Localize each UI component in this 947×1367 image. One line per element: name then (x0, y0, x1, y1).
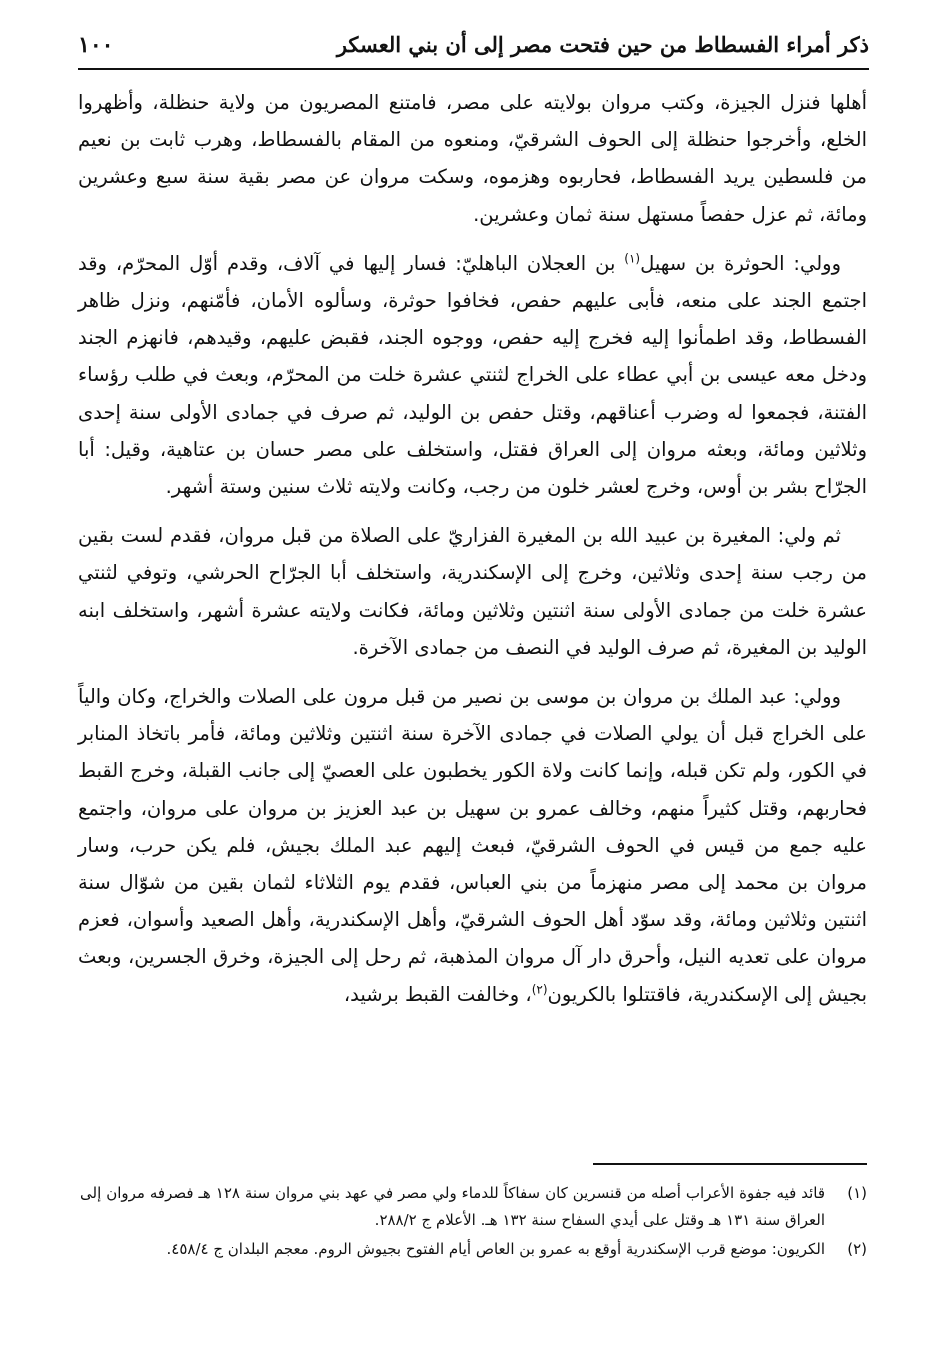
footnote-1-text: قائد فيه جفوة الأعراب أصله من قنسرين كان سفاكاً للدماء ولي مصر في عهد بني مروان سنة ١٢٨ هـ فصرفه مروان إلى العراق سنة ١٣١ هـ وقتل على أيدي السفاح سنة ١٣٢ هـ. الأعلام ج ٢٨٨/٢. (80, 1184, 825, 1229)
footnote-2-number: (٢) (847, 1240, 867, 1258)
paragraph-4-start: وولي: عبد الملك بن مروان بن موسى بن نصير من قبل مرون على الصلات والخراج، وكان والياً على الخراج قبل أن يولي الصلات في جمادى الآخرة سنة اثنتين وثلاثين ومائة، فأمر باتخاذ المنابر في الكور، ولم تكن قبله، وإنما كانت ولاة الكور يخطبون على العصيّ إلى جانب القبلة، وخرج القبط فحاربهم، وقتل كثيراً منهم، وخالف عمرو بن سهيل بن عبد العزيز بن مروان على مروان، واجتمع عليه جمع من قيس في الحوف الشرقيّ، فبعث إليهم عبد الملك بجيش، فلم يكن حرب، وسار مروان بن محمد إلى مصر منهزماً من بني العباس، فقدم يوم الثلاثاء لثمان بقين من شوّال سنة اثنتين وثلاثين ومائة، وقد سوّد أهل الحوف الشرقيّ، وأهل الإسكندرية، وأهل الصعيد وأسوان، فعزم مروان على تعديه النيل، وأحرق دار آل مروان المذهبة، ثم رحل إلى الجيزة، وخرق الجسرين، وبعث بجيش إلى الإسكندرية، فاقتتلوا بالكريون (78, 685, 867, 1006)
paragraph-3-text: ثم ولي: المغيرة بن عبيد الله بن المغيرة الفزاريّ على الصلاة من قبل مروان، فقدم لست بقين من رجب سنة إحدى وثلاثين، وخرج إلى الإسكندرية، واستخلف أبا الجرّاح الحرشي، وتوفي لثنتي عشرة خلت من جمادى الأولى سنة اثنتين وثلاثين ومائة، فكانت ولايته عشرة أشهر، واستخلف ابنه الوليد بن المغيرة، ثم صرف الوليد في النصف من جمادى الآخرة. (78, 524, 867, 659)
footnote-ref-1: (١) (624, 251, 641, 266)
footnotes (80, 1180, 867, 1265)
paragraph-2 (78, 245, 867, 505)
header-rule (78, 68, 869, 70)
paragraph-2-start: وولي: الحوثرة بن سهيل (640, 251, 842, 275)
paragraph-4 (78, 678, 867, 1013)
running-header (78, 26, 869, 70)
paragraph-4-rest: ، وخالفت القبط برشيد، (343, 982, 532, 1006)
main-text (78, 84, 867, 1025)
footnote-1 (80, 1180, 867, 1234)
footnote-rule (593, 1163, 867, 1165)
paragraph-1-text: أهلها فنزل الجيزة، وكتب مروان بولايته على مصر، فامتنع المصريون من ولاية حنظلة، وأظهروا الخلع، وأخرجوا حنظلة إلى الحوف الشرقيّ، ومنعوه من المقام بالفسطاط، وهرب ثابت بن نعيم من فلسطين يريد الفسطاط، فحاربوه وهزموه، وسكت مروان عن مصر بقية سنة سبع وعشرين ومائة، ثم عزل حفصاً مستهل سنة ثمان وعشرين. (78, 91, 867, 226)
footnote-ref-2: (٢) (531, 982, 548, 997)
paragraph-1 (78, 84, 867, 233)
paragraph-2-rest: بن العجلان الباهليّ: فسار إليها في آلاف، وقدم أوّل المحرّم، وقد اجتمع الجند على منعه، فأبى عليهم حفص، فخافوا حوثرة، وسألوه الأمان، فأمّنهم، ونزل ظاهر الفسطاط، وقد اطمأنوا إليه فخرج إليه حفص، ووجوه الجند، فقبض عليهم، وقيدهم، فانهزم الجند ودخل معه عيسى بن أبي عطاء على الخراج لثنتي عشرة خلت من المحرّم، وبعث في طلب رؤساء الفتنة، فجمعوا له وضرب أعناقهم، وقتل حفص بن الوليد، ثم صرف في جمادى الأولى سنة إحدى وثلاثين ومائة، وبعثه مروان إلى العراق فقتل، واستخلف على مصر حسان بن عتاهية، وقيل: أبا الجرّاح بشر بن أوس، وخرج لعشر خلون من رجب، وكانت ولايته ثلاث سنين وستة أشهر. (78, 251, 867, 499)
paragraph-3 (78, 517, 867, 666)
footnote-2-text: الكريون: موضع قرب الإسكندرية أوقع به عمرو بن العاص أيام الفتوح بجيوش الروم. معجم البلدان ج ٤٥٨/٤. (166, 1240, 825, 1258)
footnote-2 (80, 1236, 867, 1263)
running-header-title: ذكر أمراء الفسطاط من حين فتحت مصر إلى أن بني العسكر (336, 32, 869, 57)
page-number: ١٠٠ (78, 32, 114, 58)
footnote-1-number: (١) (847, 1184, 867, 1202)
